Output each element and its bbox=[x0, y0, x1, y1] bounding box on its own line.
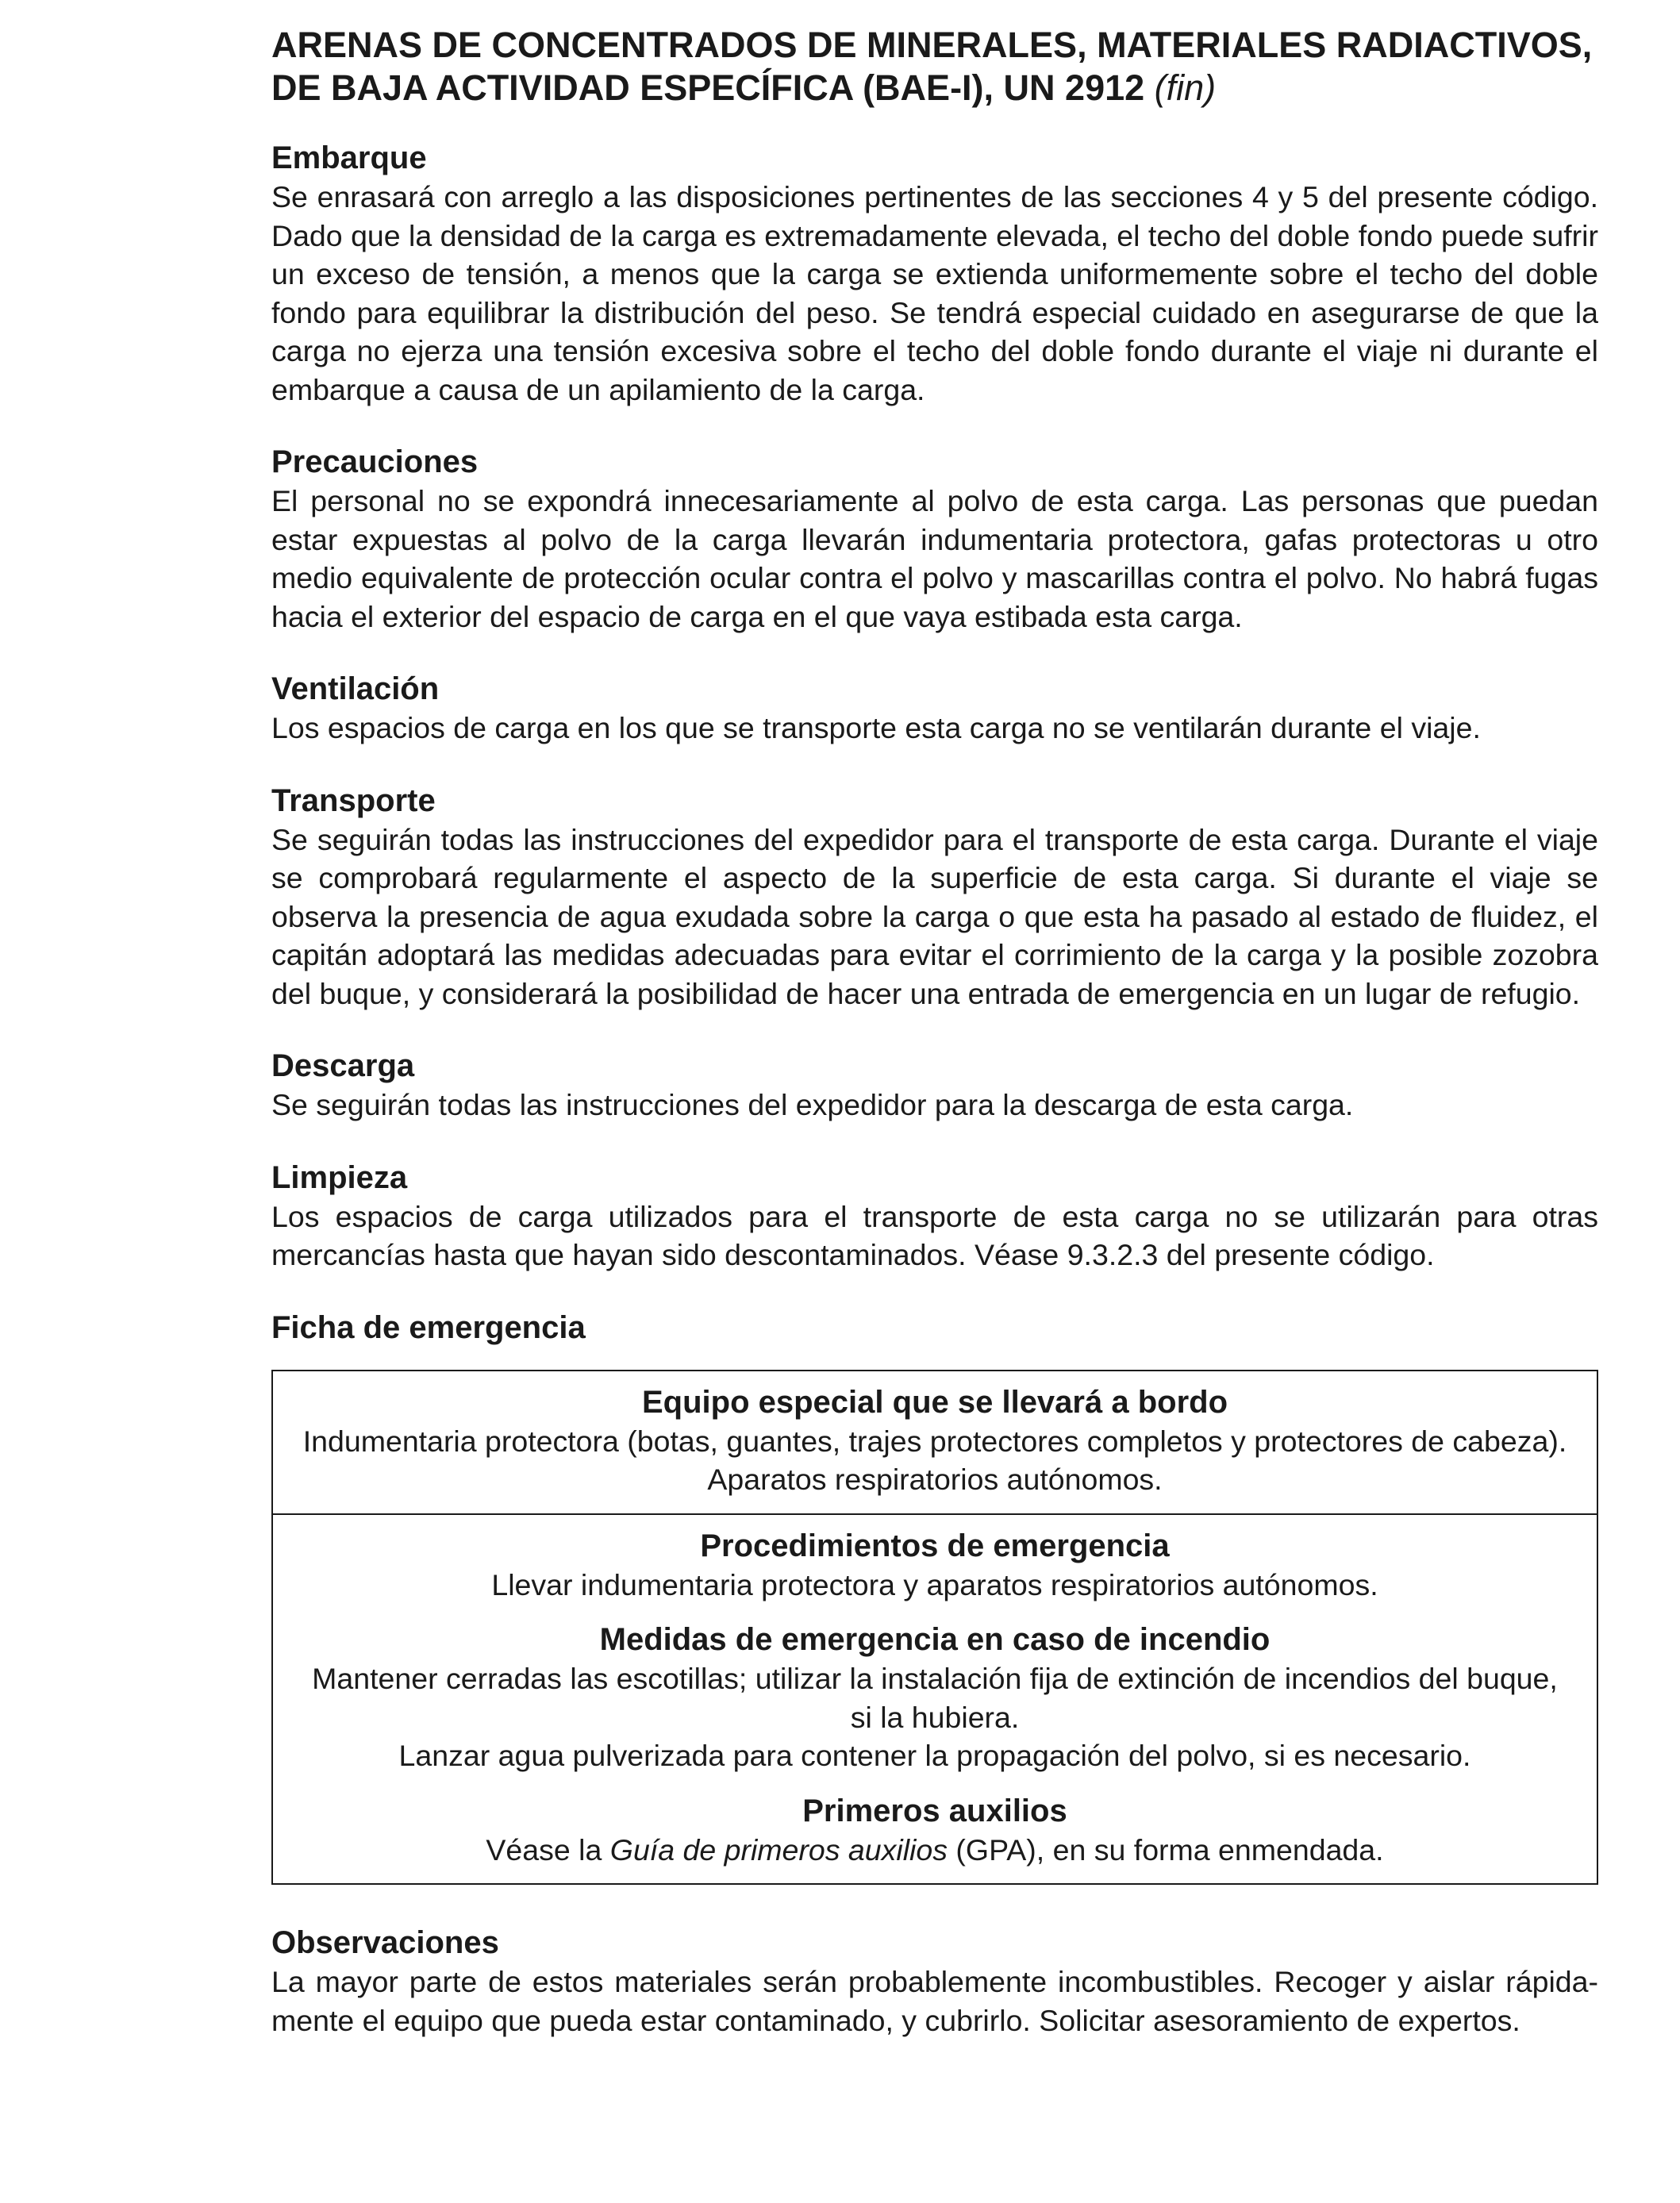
text-embarque: Se enrasará con arreglo a las disposiciones pertinentes de las secciones 4 y 5 del presente código. Dado que la densidad de la carga es extremadamente elevada, el techo del doble fondo puede sufrir un exceso de tensión, a menos que la carga se extienda uniformemente sobre el techo del doble fondo para equilibrar la distribución del peso. Se tendrá especial cuidado en asegurarse de que la carga no ejerza una tensión excesiva sobre el techo del doble fondo durante el viaje ni durante el embarque a causa de un apilamiento de la carga. bbox=[271, 180, 1598, 406]
emergency-first-aid bbox=[289, 1791, 1581, 1870]
heading-ficha-emergencia: Ficha de emergencia bbox=[271, 1309, 586, 1345]
section-transporte bbox=[271, 781, 1598, 1013]
auxilios-guide-title: Guía de primeros auxilios bbox=[609, 1832, 948, 1867]
section-descarga bbox=[271, 1046, 1598, 1125]
incendio-line-2: si la hubiera. bbox=[850, 1700, 1020, 1734]
document-page bbox=[271, 24, 1598, 2073]
title-suffix: (fin) bbox=[1154, 67, 1217, 108]
text-descarga: Se seguirán todas las instrucciones del expedidor para la descarga de esta carga. bbox=[271, 1088, 1354, 1121]
heading-observaciones: Observaciones bbox=[271, 1925, 499, 1960]
equipo-line-2: Aparatos respiratorios autónomos. bbox=[707, 1463, 1163, 1496]
emergency-procedures bbox=[273, 1513, 1597, 1884]
title-line-1: ARENAS DE CONCENTRADOS DE MINERALES, MATERIALES RADIACTIVOS, bbox=[271, 25, 1593, 65]
heading-precauciones: Precauciones bbox=[271, 444, 479, 479]
section-limpieza bbox=[271, 1158, 1598, 1275]
heading-descarga: Descarga bbox=[271, 1048, 415, 1083]
text-limpieza: Los espacios de carga utilizados para el transporte de esta carga no se utilizarán para otras mercancías hasta que hayan sido descontaminados. Véase 9.3.2.3 del presente código. bbox=[271, 1199, 1598, 1271]
text-transporte: Se seguirán todas las instrucciones del expedidor para el transporte de esta carga. Durante el viaje se comprobará regularmente el aspecto de la superficie de esta carga. Si durante el viaje se observa la presencia de agua exudada sobre la carga o que esta ha pasado al estado de fluidez, el capitán adoptará las medidas adecuadas para evitar el corrimiento de la carga y la posible zozobra del buque, y considerará la posibilidad de hacer una entrada de emergencia en un lugar de refugio. bbox=[271, 822, 1598, 1010]
auxilios-suffix: (GPA), en su forma enmendada. bbox=[955, 1832, 1384, 1867]
auxilios-title: Primeros auxilios bbox=[802, 1793, 1067, 1828]
title-line-2: DE BAJA ACTIVIDAD ESPECÍFICA (BAE-I), UN 2912 bbox=[271, 67, 1145, 108]
emergency-fire bbox=[289, 1620, 1581, 1775]
heading-limpieza: Limpieza bbox=[271, 1159, 408, 1195]
incendio-title: Medidas de emergencia en caso de incendio bbox=[599, 1622, 1271, 1657]
text-ventilacion: Los espacios de carga en los que se transporte esta carga no se ventilarán durante el viaje. bbox=[271, 711, 1481, 744]
procedimientos-line-1: Llevar indumentaria protectora y aparatos respiratorios autónomos. bbox=[491, 1567, 1378, 1601]
incendio-line-3: Lanzar agua pulverizada para contener la propagación del polvo, si es necesario. bbox=[398, 1739, 1471, 1772]
section-ventilacion bbox=[271, 669, 1598, 748]
equipo-line-1: Indumentaria protectora (botas, guantes, trajes protectores completos y protectores de cabeza). bbox=[302, 1424, 1567, 1458]
incendio-line-1: Mantener cerradas las escotillas; utilizar la instalación fija de extinción de incendios del buque, bbox=[312, 1662, 1558, 1695]
document-title bbox=[271, 24, 1598, 110]
section-precauciones bbox=[271, 442, 1598, 636]
emergency-equipo bbox=[273, 1371, 1597, 1513]
equipo-title: Equipo especial que se llevará a bordo bbox=[641, 1384, 1228, 1420]
auxilios-line bbox=[289, 1831, 1581, 1870]
heading-embarque: Embarque bbox=[271, 140, 427, 175]
section-observaciones bbox=[271, 1923, 1598, 2040]
text-observaciones: La mayor parte de estos materiales serán probablemente incombustibles. Recoger y aislar rápidamente el equipo que pueda estar contaminado, y cubrirlo. Solicitar asesoramiento de expertos. bbox=[271, 1965, 1598, 2037]
heading-ventilacion: Ventilación bbox=[271, 671, 440, 706]
section-embarque bbox=[271, 138, 1598, 409]
procedimientos-title: Procedimientos de emergencia bbox=[700, 1528, 1170, 1563]
heading-transporte: Transporte bbox=[271, 782, 436, 818]
emergency-box bbox=[271, 1370, 1598, 1886]
auxilios-prefix: Véase la bbox=[486, 1832, 602, 1867]
text-precauciones: El personal no se expondrá innecesariamente al polvo de esta carga. Las personas que puedan estar expuestas al polvo de la carga llevarán indumentaria protectora, gafas protectoras u otro medio equivalente de protección ocular contra el polvo y mascarillas contra el polvo. No habrá fugas hacia el exterior del espacio de carga en el que vaya estibada esta carga. bbox=[271, 484, 1598, 633]
